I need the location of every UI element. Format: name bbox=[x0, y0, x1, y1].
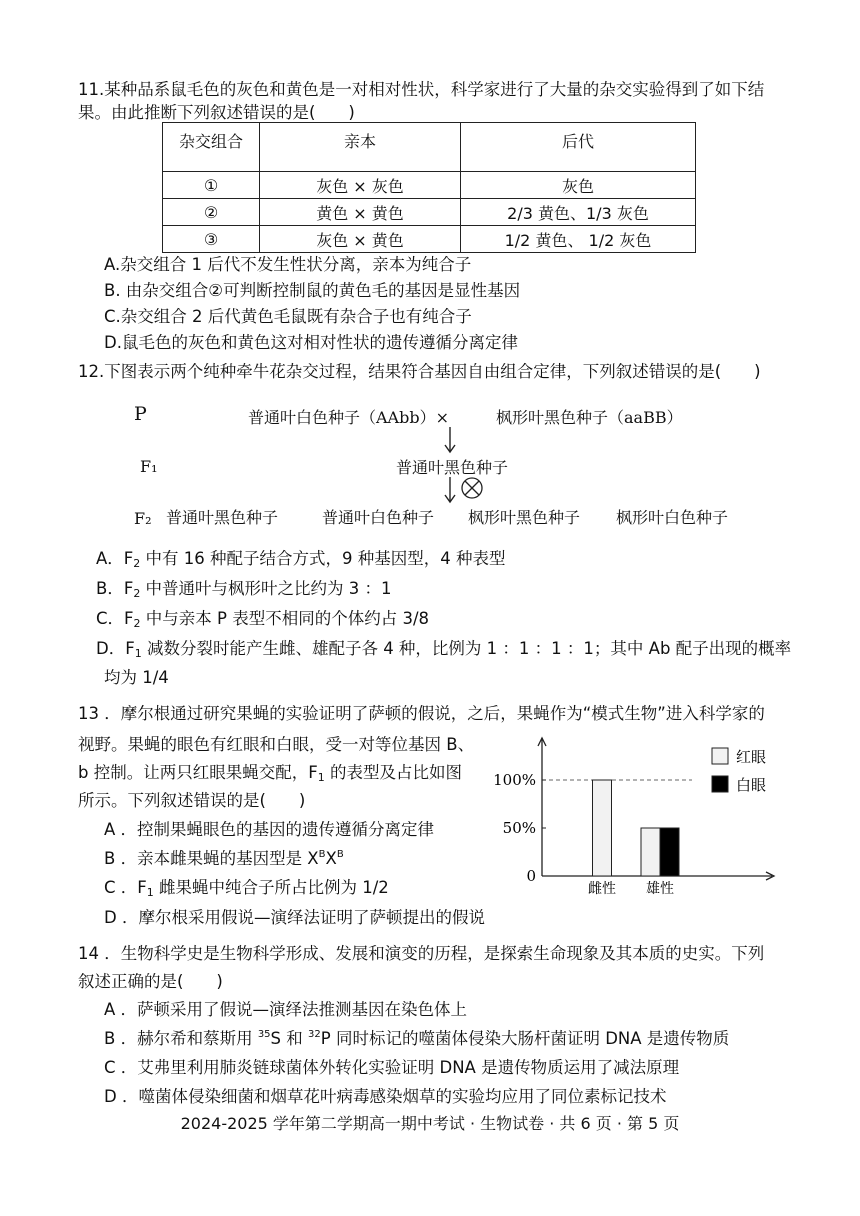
arrow-self-cross-icon bbox=[440, 475, 490, 505]
q13-stem-line2: 视野。果蝇的眼色有红眼和白眼，受一对等位基因 B、 bbox=[78, 735, 475, 754]
option-text: 中普通叶与枫形叶之比约为 3 ：1 bbox=[140, 579, 392, 598]
q12-stem: 12.下图表示两个纯种牵牛花杂交过程，结果符合基因自由组合定律，下列叙述错误的是( ) bbox=[78, 362, 761, 381]
f2-phenotype: 枫形叶白色种子 bbox=[616, 508, 729, 527]
q11-stem-line1: 11.某种品系鼠毛色的灰色和黄色是一对相对性状，科学家进行了大量的杂交实验得到了如下结 bbox=[78, 80, 765, 99]
generation-label-f2: F₂ bbox=[134, 509, 152, 528]
table-row bbox=[163, 172, 696, 199]
table-cell: ② bbox=[163, 199, 260, 226]
table-header-cell: 后代 bbox=[461, 123, 696, 172]
subscript: 2 bbox=[133, 617, 141, 630]
parent-left: 普通叶白色种子（AAbb）× bbox=[248, 408, 450, 427]
subscript: 1 bbox=[134, 647, 142, 660]
generation-label-f1: F₁ bbox=[140, 457, 158, 476]
q13-stem-line4: 所示。下列叙述错误的是( ) bbox=[78, 791, 306, 810]
cross-diagram bbox=[130, 395, 770, 535]
option-prefix: C．F bbox=[96, 609, 134, 628]
table-cell: 黄色 × 黄色 bbox=[260, 199, 461, 226]
x-tick-label: 雄性 bbox=[646, 881, 674, 897]
subscript: 2 bbox=[133, 587, 141, 600]
y-tick-label: 0 bbox=[526, 867, 536, 885]
q11-stem-line2: 果。由此推断下列叙述错误的是( ) bbox=[78, 103, 355, 122]
q13-option-c[interactable] bbox=[104, 876, 389, 905]
option-text: 中有 16 种配子结合方式，9 种基因型，4 种表型 bbox=[140, 549, 506, 568]
table-cell: ③ bbox=[163, 226, 260, 253]
page-footer: 2024-2025 学年第二学期高一期中考试 · 生物试卷 · 共 6 页 · 第 5 页 bbox=[180, 1114, 680, 1133]
q13-stem-line3 bbox=[78, 761, 462, 790]
table-cell: 灰色 bbox=[461, 172, 696, 199]
q14-option-d[interactable]: D ．噬菌体侵染细菌和烟草花叶病毒感染烟草的实验均应用了同位素标记技术 bbox=[104, 1087, 667, 1106]
option-prefix: A．F bbox=[96, 549, 134, 568]
q12-option-d[interactable] bbox=[96, 637, 791, 666]
x-tick-label: 雌性 bbox=[588, 881, 616, 897]
option-text: B ．亲本雌果蝇的基因型是 X bbox=[104, 849, 319, 868]
superscript: 35 bbox=[257, 1029, 271, 1040]
option-text: 中与亲本 P 表型不相同的个体约占 3/8 bbox=[140, 609, 429, 628]
bar bbox=[593, 780, 612, 876]
q14-stem-line2: 叙述正确的是( ) bbox=[78, 972, 223, 991]
superscript: 32 bbox=[308, 1029, 321, 1040]
legend-label: 白眼 bbox=[736, 776, 767, 794]
y-tick-label: 50% bbox=[502, 819, 536, 837]
q13-option-a[interactable]: A ．控制果蝇眼色的基因的遗传遵循分离定律 bbox=[104, 820, 435, 839]
option-text: 雌果蝇中纯合子所占比例为 1/2 bbox=[153, 878, 389, 897]
stem-text: 的表型及占比如图 bbox=[324, 763, 462, 782]
cross-table bbox=[162, 122, 696, 253]
legend-swatch bbox=[712, 776, 728, 792]
subscript: 2 bbox=[133, 557, 141, 570]
table-cell: 灰色 × 灰色 bbox=[260, 172, 461, 199]
q14-option-a[interactable]: A ．萨顿采用了假说—演绎法推测基因在染色体上 bbox=[104, 1000, 468, 1019]
table-row bbox=[163, 199, 696, 226]
option-text: X bbox=[325, 849, 337, 868]
generation-label-p: P bbox=[134, 403, 147, 425]
q14-option-c[interactable]: C ．艾弗里利用肺炎链球菌体外转化实验证明 DNA 是遗传物质运用了减法原理 bbox=[104, 1058, 680, 1077]
q14-stem-line1: 14 ．生物科学史是生物科学形成、发展和演变的历程，是探索生命现象及其本质的史实。下列 bbox=[78, 944, 765, 963]
table-row bbox=[163, 226, 696, 253]
superscript: B bbox=[318, 849, 326, 860]
bar-chart bbox=[480, 728, 780, 898]
table-cell: 灰色 × 黄色 bbox=[260, 226, 461, 253]
q13-stem-line1: 13 ．摩尔根通过研究果蝇的实验证明了萨顿的假说，之后，果蝇作为“模式生物”进入科学家的 bbox=[78, 704, 765, 723]
option-text: P 同时标记的噬菌体侵染大肠杆菌证明 DNA 是遗传物质 bbox=[320, 1029, 730, 1048]
option-prefix: D．F bbox=[96, 639, 135, 658]
bar bbox=[660, 828, 679, 876]
option-text: B ．赫尔希和蔡斯用 bbox=[104, 1029, 258, 1048]
stem-text: b 控制。让两只红眼果蝇交配，F bbox=[78, 763, 318, 782]
q13-option-d[interactable]: D ．摩尔根采用假说—演绎法证明了萨顿提出的假说 bbox=[104, 908, 485, 927]
q12-option-b[interactable] bbox=[96, 577, 392, 606]
option-text: S 和 bbox=[270, 1029, 309, 1048]
option-prefix: C ．F bbox=[104, 878, 147, 897]
subscript: 1 bbox=[317, 771, 325, 784]
parent-right: 枫形叶黑色种子（aaBB） bbox=[496, 408, 683, 427]
f2-phenotype: 普通叶白色种子 bbox=[322, 508, 435, 527]
legend-label: 红眼 bbox=[736, 748, 767, 766]
q11-option-d[interactable]: D.鼠毛色的灰色和黄色这对相对性状的遗传遵循分离定律 bbox=[104, 333, 518, 352]
q12-option-c[interactable] bbox=[96, 607, 429, 636]
table-header-row bbox=[163, 123, 696, 172]
option-text: 减数分裂时能产生雌、雄配子各 4 种，比例为 1 ：1 ：1 ：1；其中 Ab 配子出现的概率 bbox=[141, 639, 792, 658]
q12-option-a[interactable] bbox=[96, 547, 506, 576]
f2-phenotype: 普通叶黑色种子 bbox=[166, 508, 279, 527]
arrow-down-icon bbox=[440, 425, 460, 455]
table-cell: 2/3 黄色、1/3 灰色 bbox=[461, 199, 696, 226]
eye-color-chart bbox=[480, 728, 780, 898]
q12-option-d-line2: 均为 1/4 bbox=[104, 668, 169, 687]
table-header-cell: 亲本 bbox=[260, 123, 461, 172]
f1-phenotype: 普通叶黑色种子 bbox=[396, 458, 509, 477]
q14-option-b[interactable] bbox=[104, 1027, 729, 1051]
y-tick-label: 100% bbox=[493, 771, 536, 789]
bar bbox=[641, 828, 660, 876]
q11-option-b[interactable]: B. 由杂交组合②可判断控制鼠的黄色毛的基因是显性基因 bbox=[104, 281, 521, 300]
q13-option-b[interactable] bbox=[104, 847, 344, 871]
table-header-cell: 杂交组合 bbox=[163, 123, 260, 172]
table-cell: ① bbox=[163, 172, 260, 199]
option-prefix: B．F bbox=[96, 579, 134, 598]
q11-option-c[interactable]: C.杂交组合 2 后代黄色毛鼠既有杂合子也有纯合子 bbox=[104, 307, 472, 326]
table-cell: 1/2 黄色、 1/2 灰色 bbox=[461, 226, 696, 253]
superscript: B bbox=[336, 849, 344, 860]
subscript: 1 bbox=[146, 886, 154, 899]
q11-option-a[interactable]: A.杂交组合 1 后代不发生性状分离，亲本为纯合子 bbox=[104, 255, 472, 274]
legend-swatch bbox=[712, 748, 728, 764]
f2-phenotype: 枫形叶黑色种子 bbox=[468, 508, 581, 527]
